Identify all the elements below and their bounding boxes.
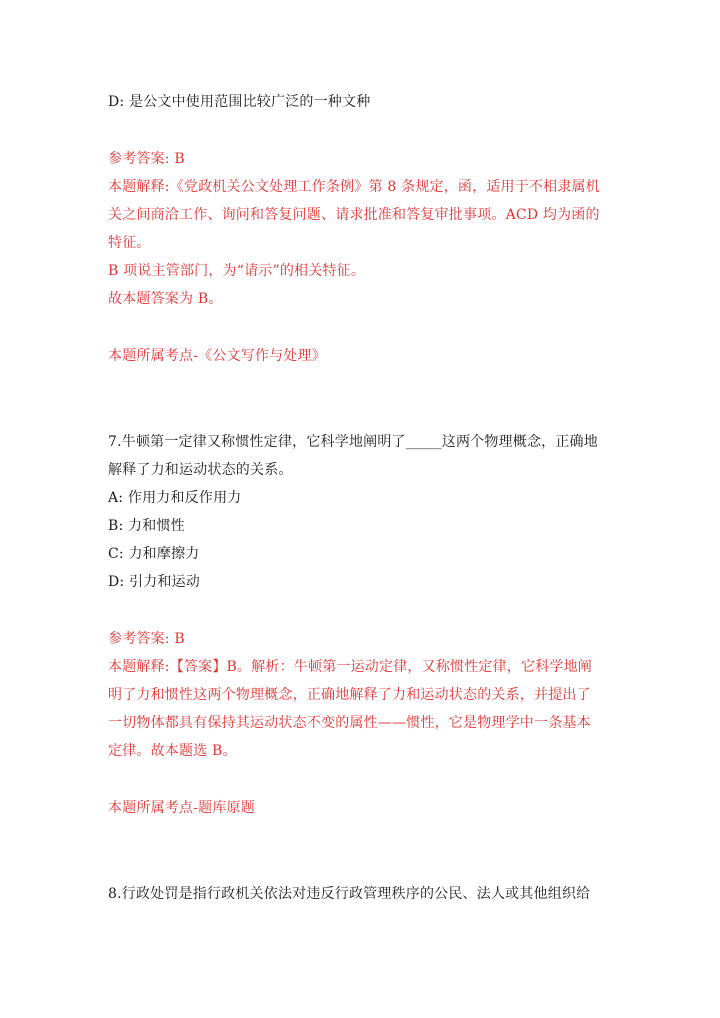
q6-explanation-line: 故本题答案为 B。 [108, 291, 223, 307]
q6-explanation-line: B 项说主管部门，为“请示”的相关特征。 [108, 263, 366, 279]
q6-answer: 参考答案: B [108, 151, 185, 167]
q7-explanation-line: 定律。故本题选 B。 [108, 743, 237, 759]
q7-option-d: D: 引力和运动 [108, 574, 200, 590]
q7-option-b: B: 力和惯性 [108, 518, 185, 534]
q6-explanation-line: 特征。 [108, 235, 151, 251]
q7-option-a: A: 作用力和反作用力 [108, 490, 242, 506]
q7-explanation-line: 明了力和惯性这两个物理概念，正确地解释了力和运动状态的关系，并提出了 [108, 687, 591, 703]
q7-stem-line: 解释了力和运动状态的关系。 [108, 462, 293, 478]
q6-option-d: D: 是公文中使用范围比较广泛的一种文种 [108, 94, 371, 110]
q7-stem-line: 7.牛顿第一定律又称惯性定律，它科学地阐明了_____这两个物理概念，正确地 [108, 434, 598, 450]
q6-explanation-line: 关之间商洽工作、询问和答复问题、请求批准和答复审批事项。ACD 均为函的 [108, 207, 600, 223]
q6-category: 本题所属考点-《公文写作与处理》 [108, 348, 326, 364]
q8-stem-line: 8.行政处罚是指行政机关依法对违反行政管理秩序的公民、法人或其他组织给 [108, 886, 591, 902]
q6-explanation-line: 本题解释:《党政机关公文处理工作条例》第 8 条规定，函，适用于不相隶属机 [108, 179, 600, 195]
q7-category: 本题所属考点-题库原题 [108, 800, 255, 816]
q7-option-c: C: 力和摩擦力 [108, 546, 200, 562]
q7-explanation-line: 本题解释:【答案】B。解析：牛顿第一运动定律，又称惯性定律，它科学地阐 [108, 659, 593, 675]
q7-answer: 参考答案: B [108, 631, 185, 647]
q7-explanation-line: 一切物体都具有保持其运动状态不变的属性——惯性，它是物理学中一条基本 [108, 715, 591, 731]
